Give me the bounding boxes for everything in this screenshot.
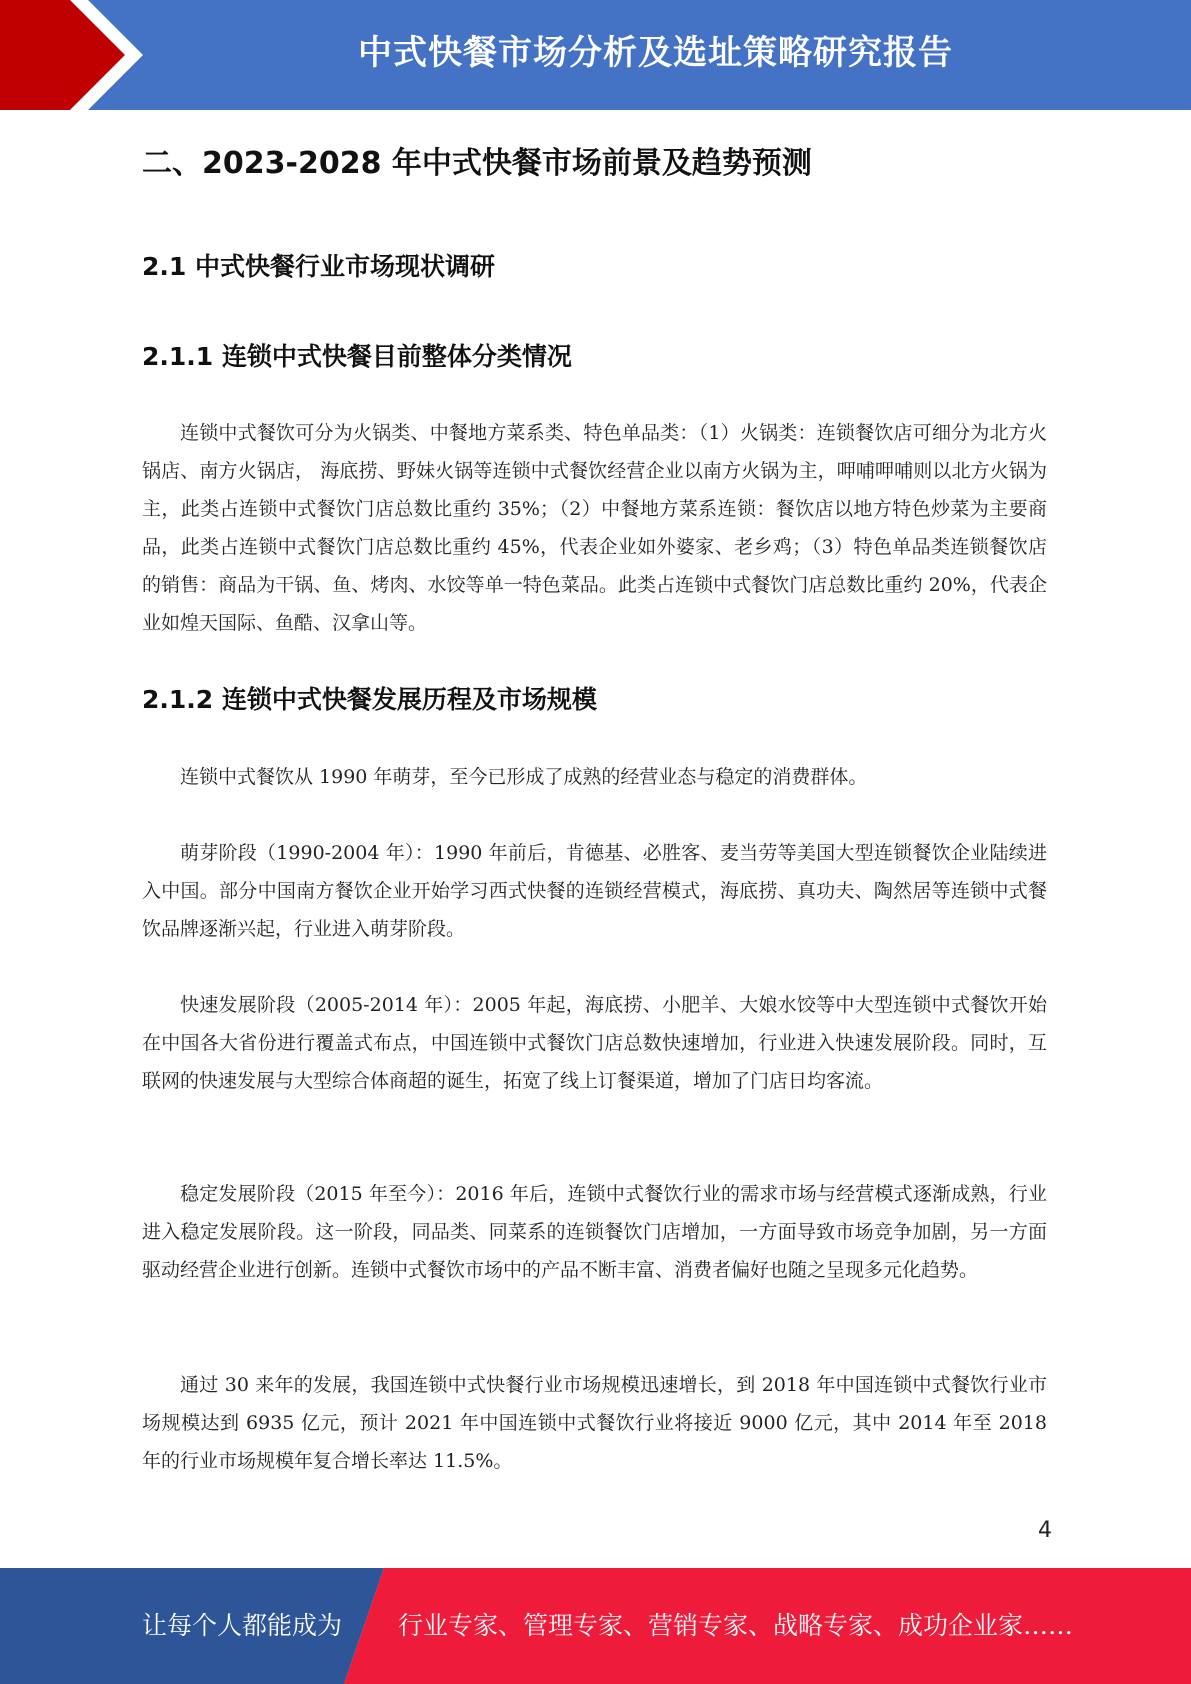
paragraph-classification: 连锁中式餐饮可分为火锅类、中餐地方菜系类、特色单品类：（1）火锅类：连锁餐饮店可细分为北方火锅店、南方火锅店， 海底捞、野妹火锅等连锁中式餐饮经营企业以南方火锅为主，呷哺呷哺则以北方火锅为主，此类占连锁中式餐饮门店总数比重约 35%；（2）中餐地方菜系连锁：餐饮店以地方特色炒菜为主要商品，此类占连锁中式餐饮门店总数比重约 45%，代表企业如外婆家、老乡鸡；（3）特色单品类连锁餐饮店的销售：商品为干锅、鱼、烤肉、水饺等单一特色菜品。此类占连锁中式餐饮门店总数比重约 20%，代表企业如煌天国际、鱼酷、汉拿山等。 [142, 422, 1047, 634]
section-title: 二、2023-2028 年中式快餐市场前景及趋势预测 [142, 146, 812, 181]
footer-slogan-left: 让每个人都能成为 [142, 1611, 343, 1640]
paragraph-market-size: 通过 30 来年的发展，我国连锁中式快餐行业市场规模迅速增长，到 2018 年中国连锁中式餐饮行业市场规模达到 6935 亿元，预计 2021 年中国连锁中式餐饮行业将接近 9000 亿元，其中 2014 年至 2018 年的行业市场规模年复合增长率达 11.5%。 [142, 1374, 1047, 1472]
page-header [0, 0, 1191, 110]
header-arrow-decoration [0, 0, 160, 110]
footer-slogan-right: 行业专家、管理专家、营销专家、战略专家、成功企业家…… [398, 1611, 1074, 1640]
paragraph-intro: 连锁中式餐饮从 1990 年萌芽，至今已形成了成熟的经营业态与稳定的消费群体。 [180, 766, 868, 788]
subsection-title-2-1: 2.1 中式快餐行业市场现状调研 [142, 252, 495, 281]
page-number: 4 [1038, 1518, 1052, 1543]
report-title: 中式快餐市场分析及选址策略研究报告 [358, 33, 953, 73]
paragraph-stage-rapid: 快速发展阶段（2005-2014 年）：2005 年起，海底捞、小肥羊、大娘水饺等中大型连锁中式餐饮开始在中国各大省份进行覆盖式布点，中国连锁中式餐饮门店总数快速增加，行业进入快速发展阶段。同时，互联网的快速发展与大型综合体商超的诞生，拓宽了线上订餐渠道，增加了门店日均客流。 [142, 994, 1047, 1092]
page-footer [0, 1568, 1191, 1684]
paragraph-stage-emerging: 萌芽阶段（1990-2004 年）：1990 年前后，肯德基、必胜客、麦当劳等美国大型连锁餐饮企业陆续进入中国。部分中国南方餐饮企业开始学习西式快餐的连锁经营模式，海底捞、真功夫、陶然居等连锁中式餐饮品牌逐渐兴起，行业进入萌芽阶段。 [142, 842, 1047, 940]
subsection-title-2-1-2: 2.1.2 连锁中式快餐发展历程及市场规模 [142, 685, 597, 714]
subsection-title-2-1-1: 2.1.1 连锁中式快餐目前整体分类情况 [142, 342, 572, 371]
paragraph-stage-stable: 稳定发展阶段（2015 年至今）：2016 年后，连锁中式餐饮行业的需求市场与经营模式逐渐成熟，行业进入稳定发展阶段。这一阶段，同品类、同菜系的连锁餐饮门店增加，一方面导致市场竞争加剧，另一方面驱动经营企业进行创新。连锁中式餐饮市场中的产品不断丰富、消费者偏好也随之呈现多元化趋势。 [142, 1183, 1047, 1281]
